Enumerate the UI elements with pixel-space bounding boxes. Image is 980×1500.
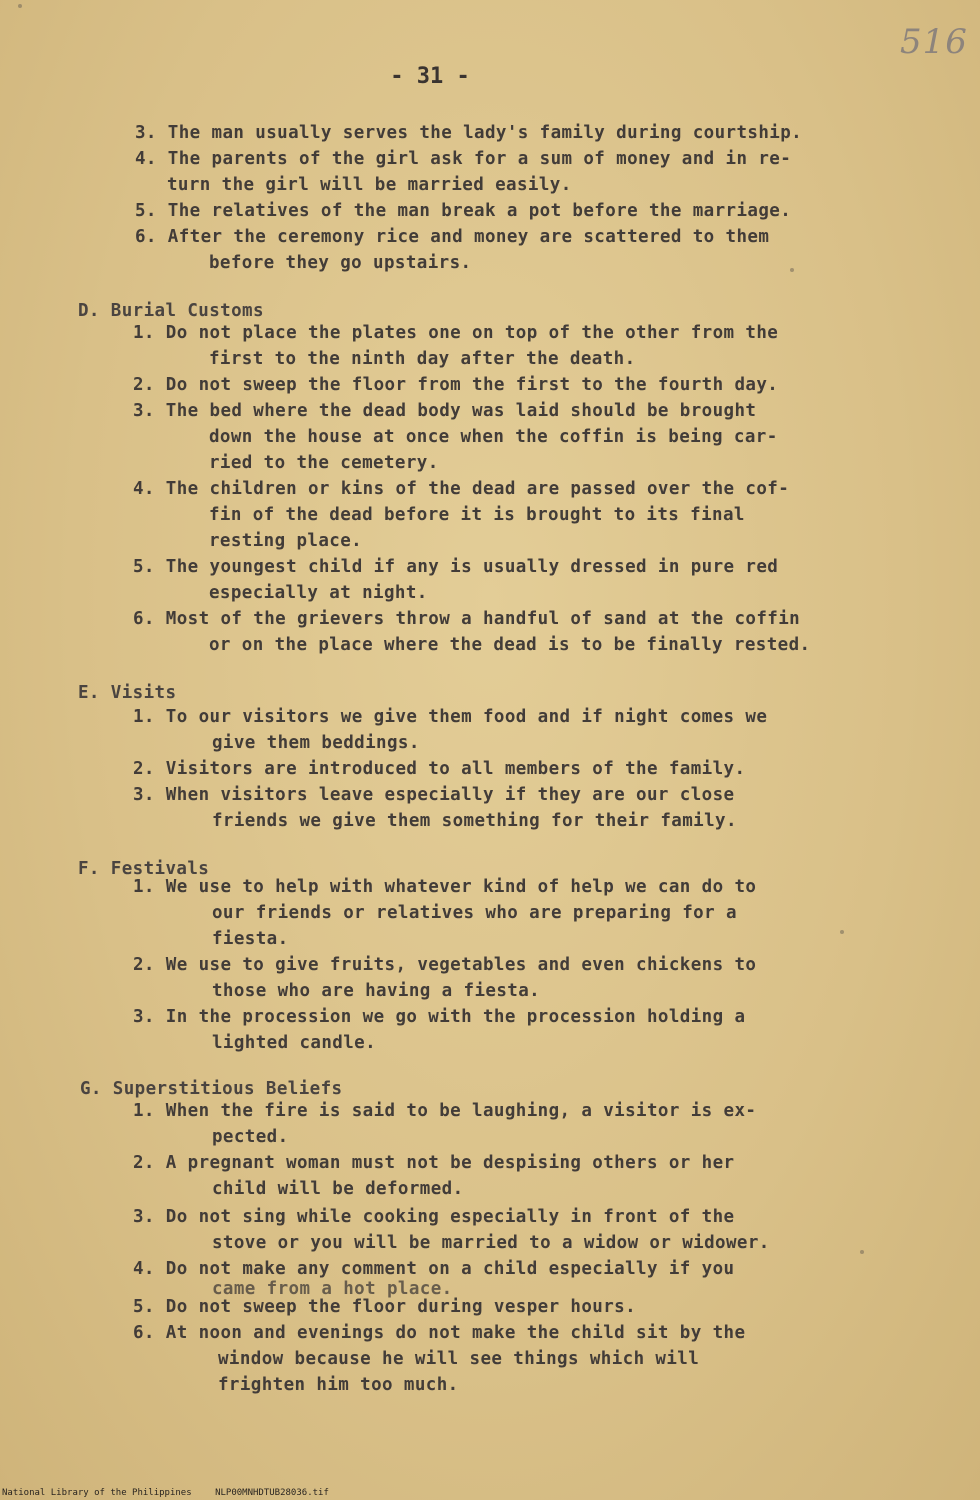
text-line: 3. The man usually serves the lady's family during courtship. [135, 123, 803, 143]
text-line: or on the place where the dead is to be finally rested. [209, 635, 811, 655]
text-line: friends we give them something for their family. [212, 811, 737, 831]
scan-footer [0, 1486, 329, 1500]
page-number: - 31 - [390, 64, 470, 89]
section-heading-superstitions: G. Superstitious Beliefs [80, 1079, 343, 1099]
text-line: window because he will see things which will [218, 1349, 700, 1369]
text-line: fin of the dead before it is brought to its final [209, 505, 745, 525]
text-line: down the house at once when the coffin is being car- [209, 427, 778, 447]
text-line: 4. The children or kins of the dead are passed over the cof- [133, 479, 790, 499]
paper-speck [840, 930, 844, 934]
text-line: 6. At noon and evenings do not make the child sit by the [133, 1323, 746, 1343]
text-line: 5. Do not sweep the floor during vesper hours. [133, 1297, 637, 1317]
paper-speck [860, 1250, 864, 1254]
text-line: especially at night. [209, 583, 428, 603]
text-line: turn the girl will be married easily. [167, 175, 572, 195]
text-line: 4. The parents of the girl ask for a sum of money and in re- [135, 149, 792, 169]
text-line: pected. [212, 1127, 289, 1147]
paper-speck [790, 268, 794, 272]
text-line: 2. We use to give fruits, vegetables and even chickens to [133, 955, 757, 975]
text-line: lighted candle. [212, 1033, 377, 1053]
text-line: 3. In the procession we go with the procession holding a [133, 1007, 746, 1027]
text-line: our friends or relatives who are preparing for a [212, 903, 737, 923]
section-heading-visits: E. Visits [78, 683, 177, 703]
text-line: 3. The bed where the dead body was laid should be brought [133, 401, 757, 421]
text-line: resting place. [209, 531, 363, 551]
text-line: those who are having a fiesta. [212, 981, 541, 1001]
text-line: 2. Visitors are introduced to all members of the family. [133, 759, 746, 779]
text-line: 6. After the ceremony rice and money are scattered to them [135, 227, 770, 247]
section-heading-festivals: F. Festivals [78, 859, 210, 879]
text-line: 5. The youngest child if any is usually dressed in pure red [133, 557, 779, 577]
text-line: frighten him too much. [218, 1375, 459, 1395]
text-line: 1. We use to help with whatever kind of help we can do to [133, 877, 757, 897]
text-line: child will be deformed. [212, 1179, 464, 1199]
text-line: 1. Do not place the plates one on top of the other from the [133, 323, 779, 343]
text-line: 1. When the fire is said to be laughing, a visitor is ex- [133, 1101, 757, 1121]
text-line: 3. When visitors leave especially if they are our close [133, 785, 735, 805]
text-line: before they go upstairs. [209, 253, 472, 273]
section-heading-burial: D. Burial Customs [78, 301, 264, 321]
footer-filename: NLP00MNHDTUB28036.tif [215, 1488, 329, 1498]
text-line: 6. Most of the grievers throw a handful of sand at the coffin [133, 609, 801, 629]
paper-speck [18, 4, 22, 8]
text-line: 2. Do not sweep the floor from the first to the fourth day. [133, 375, 779, 395]
handwritten-page-number: 516 [900, 22, 968, 62]
text-line: fiesta. [212, 929, 289, 949]
footer-institution: National Library of the Philippines [2, 1488, 192, 1498]
text-line: 2. A pregnant woman must not be despising others or her [133, 1153, 735, 1173]
text-line: 3. Do not sing while cooking especially in front of the [133, 1207, 735, 1227]
text-line: 5. The relatives of the man break a pot before the marriage. [135, 201, 792, 221]
text-line: give them beddings. [212, 733, 420, 753]
text-line: 4. Do not make any comment on a child especially if you [133, 1259, 735, 1279]
text-line-overtyped: came from a hot place. [212, 1279, 453, 1299]
text-line: ried to the cemetery. [209, 453, 439, 473]
text-line: stove or you will be married to a widow or widower. [212, 1233, 770, 1253]
text-line: first to the ninth day after the death. [209, 349, 636, 369]
text-line: 1. To our visitors we give them food and if night comes we [133, 707, 768, 727]
